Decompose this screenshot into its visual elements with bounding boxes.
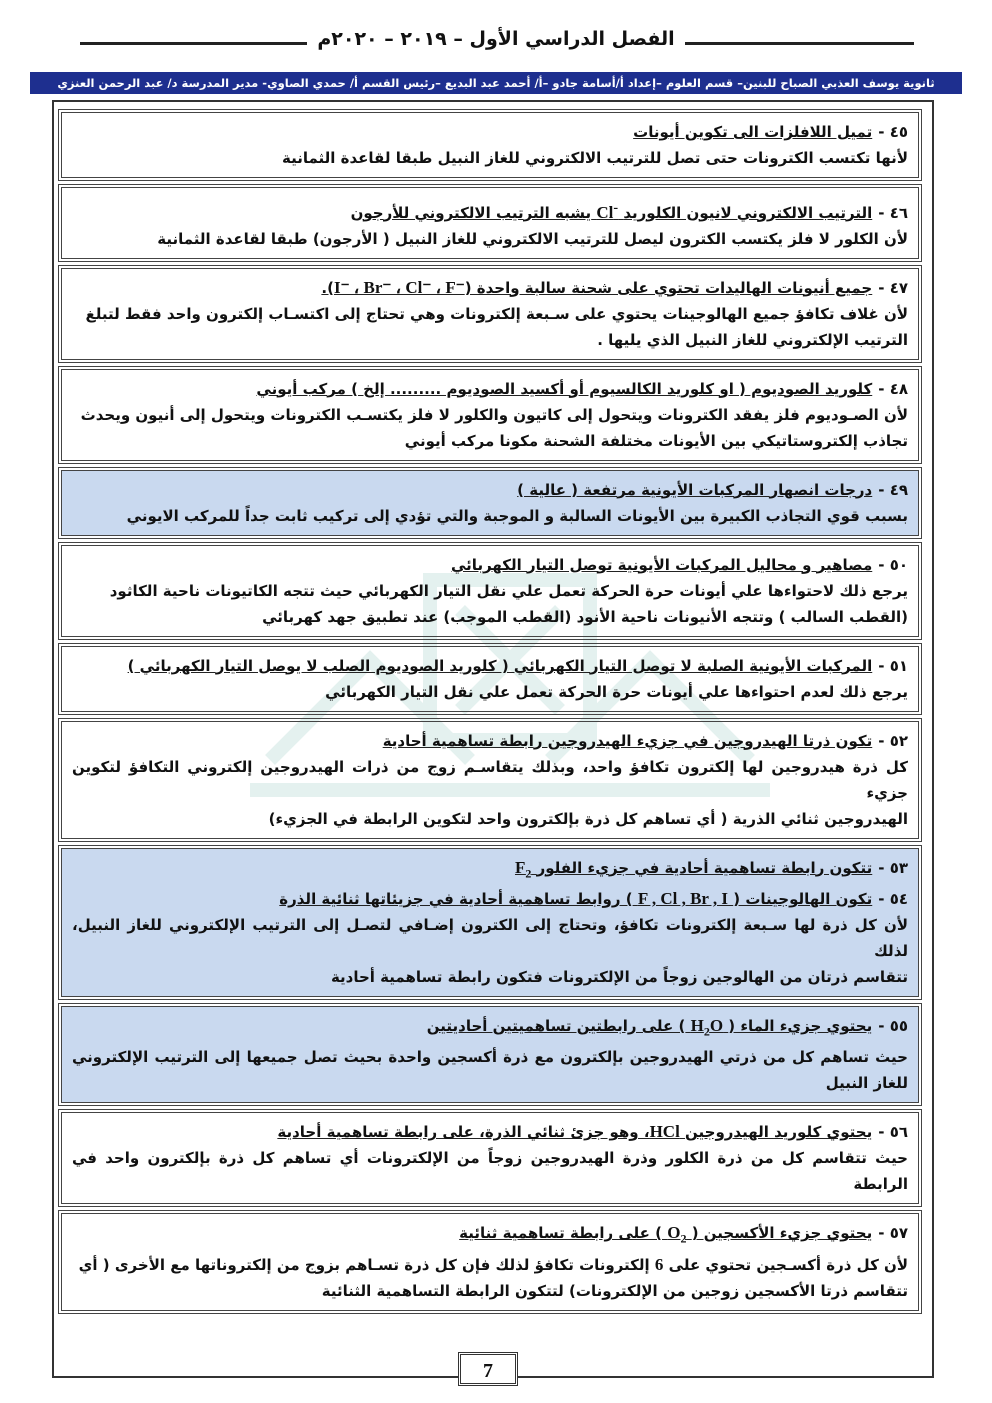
item-number: ٥٦ - [878, 1123, 908, 1142]
item-number: ٤٥ - [878, 123, 908, 141]
item-number: ٥٧ - [878, 1224, 908, 1243]
item-number: ٥١ - [878, 656, 908, 675]
item-statement: جميع أنيونات الهاليدات تحتوي على شحنة سالبة واحدة (I⁻ ، Br⁻ ، Cl⁻ ، F⁻). [321, 277, 873, 297]
item-statement: تكون ذرتا الهيدروجين في جزيء الهيدروجين رابطة تساهمية أحادية [382, 731, 873, 750]
item-answer-line-2: الهيدروجين ثنائي الذرية ( أي تساهم كل ذرة بإلكترون واحد لتكوين الرابطة في الجزيء) [268, 809, 908, 828]
item-45 [61, 112, 919, 178]
item-number: ٤٩ - [878, 480, 908, 499]
item-answer-line-1: لأن الصـوديوم فلز يفقد الكترونات ويتحول إلى كاتيون والكلور لا فلز يكتسـب الكترونات ويتحول إلى أنيون ويحدث [80, 405, 908, 424]
item-statement: يحتوي جزيء الأكسجين ( $O_2$ ) على رابطة تساهمية ثنائية [459, 1223, 873, 1246]
item-answer-line-1: لأن غلاف تكافؤ جميع الهالوجينات يحتوي على سـبعة إلكترونات وهي تحتاج إلى اكتسـاب إلكترون واحد فقط لتبلغ [85, 304, 908, 323]
item-number: ٥٤ - [878, 890, 908, 909]
item-number: ٤٧ - [878, 278, 908, 297]
item-number: ٤٨ - [878, 379, 908, 398]
item-statement: يحتوي جزيء الماء ( $H_2O$ ) على رابطتين تساهميتين أحاديتين [426, 1016, 873, 1039]
item-answer: يرجع ذلك لعدم احتواءها علي أيونات حرة الحركة تعمل علي نقل التيار الكهربائي [325, 682, 908, 701]
item-answer: بسبب قوي التجاذب الكبيرة بين الأيونات السالبة و الموجبة والتي تؤدي إلى تركيب ثابت جداً للمركب الايوني [126, 506, 908, 525]
item-statement: درجات انصهار المركبات الأيونية مرتفعة ( عالية ) [517, 480, 873, 499]
item-number: ٥٢ - [878, 731, 908, 750]
fluorine-formula: $F_2$ [514, 857, 532, 881]
item-47 [61, 268, 919, 360]
item-answer: حيث تساهم كل من ذرتي الهيدروجين بإلكترون مع ذرة أكسجين واحدة بحيث تصل جميعها إلى الترتيب الإلكتروني للغاز النبيل [72, 1048, 908, 1093]
item-statement: كلوريد الصوديوم ( او كلوريد الكالسيوم أو أكسيد الصوديوم ......... إلخ ) مركب أيوني [256, 379, 873, 398]
item-answer-line-2: تتقاسم ذرتا الأكسجين زوجين من الإلكترونات) لتتكون الرابطة التساهمية الثنائية [321, 1281, 908, 1300]
item-answer-line-1: كل ذرة هيدروجين لها إلكترون تكافؤ واحد، وبذلك يتقاسـم زوج من ذرات الهيدروجين إلكتروني التكافؤ لتكوين جزيء [72, 757, 908, 802]
item-statement: تكون الهالوجينات ( F , Cl , Br , I ) روابط تساهمية أحادية في جزيئاتها ثنائية الذرة [279, 889, 873, 909]
item-number: ٥٣ - [878, 858, 908, 877]
item-answer: لأنها تكتسب الكترونات حتى تصل للترتيب الالكتروني للغاز النبيل طبقا لقاعدة الثمانية [282, 149, 908, 167]
page-header-title: الفصل الدراسي الأول – ٢٠١٩ – ٢٠٢٠م [0, 28, 992, 50]
halogen-symbols: F , Cl , Br , I [637, 889, 729, 909]
item-statement: المركبات الأيونية الصلبة لا توصل التيار الكهربائي ( كلوريد الصوديوم الصلب لا يوصل التيار الكهربائي ) [127, 656, 873, 675]
item-number: ٤٦ - [878, 203, 908, 222]
item-49 [61, 470, 919, 536]
item-answer-line-2: تتقاسم ذرتان من الهالوجين زوجاً من الإلكترونات فتكون رابطة تساهمية أحادية [330, 968, 908, 987]
item-answer: حيث تتقاسم كل من ذرة الكلور وذرة الهيدروجين زوجاً من الإلكترونات أي تساهم كل ذرة بإلكترون واحد في الرابطة [72, 1149, 908, 1194]
halide-ions: I⁻ ، Br⁻ ، Cl⁻ ، F⁻ [333, 277, 465, 297]
item-56 [61, 1112, 919, 1204]
item-number: ٥٠ - [878, 555, 908, 574]
item-53-54 [61, 848, 919, 997]
item-48 [61, 369, 919, 461]
item-statement: الترتيب الالكتروني لانيون الكلوريد Cl- يشبه الترتيب الالكتروني للأرجون [350, 199, 873, 222]
item-statement: تتكون رابطة تساهمية أحادية في جزيء الفلور $F_2$ [514, 857, 873, 881]
water-formula: $H_2O$ [690, 1016, 724, 1039]
hcl-formula: HCl [649, 1122, 680, 1142]
item-statement: تميل اللافلزات الى تكوين أيونات [633, 123, 873, 141]
item-statement: مصاهير و محاليل المركبات الأيونية توصل التيار الكهربائي [451, 555, 873, 574]
explanations-list [61, 112, 919, 1320]
item-57 [61, 1213, 919, 1310]
item-answer-line-2: (القطب السالب ) وتتجه الأنيونات ناحية الأنود (القطب الموجب) عند تطبيق جهد كهربائي [262, 607, 908, 626]
item-statement: يحتوي كلوريد الهيدروجين HCl، وهو جزئ ثنائي الذرة، على رابطة تساهمية أحادية [277, 1122, 873, 1142]
item-51 [61, 646, 919, 712]
item-answer-line-2: تجاذب إلكتروستاتيكي بين الأيونات مختلفة الشحنة مكونا مركب أيوني [404, 431, 908, 450]
item-answer-line-1: لأن كل ذرة لها سـبعة إلكترونات تكافؤ، وتحتاج إلى الكترون إضـافي لتصـل إلى الترتيب الإلكتروني للغاز النبيل، لذلك [72, 916, 908, 961]
item-number: ٥٥ - [878, 1017, 908, 1036]
page-number: 7 [458, 1352, 518, 1386]
item-answer-line-2: الترتيب الإلكتروني للغاز النبيل الذي يليها . [597, 330, 908, 349]
item-answer-line-1: يرجع ذلك لاحتواءها علي أيونات حرة الحركة تعمل علي نقل التيار الكهربائي حيث تتجه الكاتيونات ناحية الكاثود [109, 581, 908, 600]
oxygen-formula: $O_2$ [667, 1223, 687, 1246]
item-answer: لأن الكلور لا فلز يكتسب الكترون ليصل للترتيب الالكتروني للغاز النبيل ( الأرجون) طبقا لقاعدة الثمانية [157, 229, 908, 248]
item-55 [61, 1006, 919, 1103]
chloride-symbol: Cl- [596, 199, 619, 222]
item-50 [61, 545, 919, 637]
item-46 [61, 187, 919, 259]
school-banner: ثانوية يوسف العذبي الصباح للبنين– قسم العلوم –إعداد أ/أسامة جادو –أ/ أحمد عبد البديع –رئيس القسم أ/ حمدي الصاوي- مدير المدرسة د/ عبد الرحمن العنزي [30, 72, 962, 94]
six-number: 6 [654, 1254, 664, 1274]
item-answer-line-1: لأن كل ذرة أكسـجين تحتوي على 6 إلكترونات تكافؤ لذلك فإن كل ذرة تسـاهم بزوج من إلكتروناتها مع الأخرى ( أي [78, 1254, 908, 1274]
item-52 [61, 721, 919, 839]
